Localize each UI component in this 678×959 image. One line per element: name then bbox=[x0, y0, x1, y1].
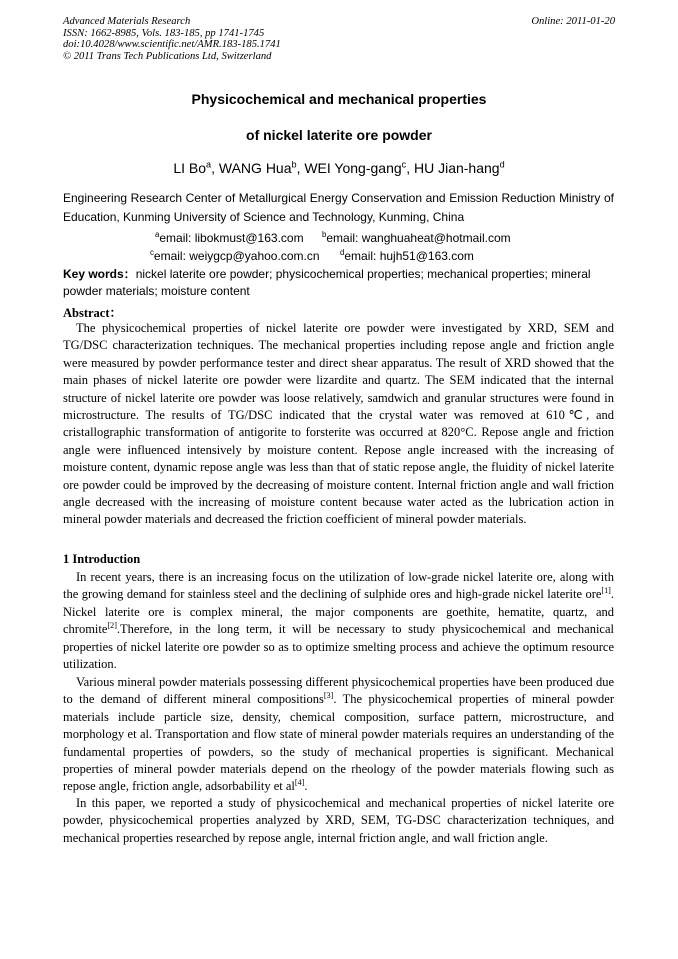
email-c: $^c$email: weiygcp@yahoo.com.cn bbox=[150, 248, 320, 263]
paper-title-line-1: Physicochemical and mechanical properties bbox=[191, 91, 487, 107]
citation-3: [3] bbox=[323, 691, 334, 701]
abstract-heading: Abstract： bbox=[63, 306, 123, 320]
author-3: WEI Yong-gang$^c$, bbox=[304, 159, 414, 176]
introduction-heading: 1 Introduction bbox=[63, 552, 141, 566]
doi-line: doi:10.4028/www.scientific.net/AMR.183-185.1741 bbox=[63, 39, 281, 51]
keywords-label: Key words： bbox=[63, 267, 136, 281]
paper-title-line-2: of nickel laterite ore powder bbox=[246, 127, 432, 143]
author-1: LI Bo$^a$, bbox=[173, 159, 219, 176]
citation-2: [2] bbox=[107, 621, 117, 631]
author-2: WANG Hua$^b$, bbox=[218, 159, 305, 176]
author-list bbox=[0, 160, 678, 176]
email-d: $^d$email: hujh51@163.com bbox=[340, 248, 474, 263]
intro-paragraph-1: In recent years, there is an increasing focus on the utilization of low-grade nickel laterite ore, along with the growing demand for stainless steel and the declining of sulphide ores and high-grade nickel laterite ore[1]. Nickel laterite ore is complex mineral, the major components are goethite, hematite, quartz, and chromite[2].Therefore, in the long term, it will be necessary to study physicochemical and mechanical properties of nickel laterite ore powder so as to optimize smelting process and achieve the optimum resource utilization. bbox=[63, 570, 614, 672]
affiliation: Engineering Research Center of Metallurgical Energy Conservation and Emission Reduction Ministry of Education, Kunming University of Science and Technology, Kunming, China bbox=[63, 191, 614, 224]
email-b: $^b$email: wanghuaheat@hotmail.com bbox=[322, 230, 511, 245]
author-4: HU Jian-hang$^d$ bbox=[413, 159, 505, 176]
copyright-line: © 2011 Trans Tech Publications Ltd, Switzerland bbox=[63, 50, 272, 62]
abstract-text: The physicochemical properties of nickel laterite ore powder were investigated by XRD, SEM and TG/DSC characterization techniques. The mechanical properties including repose angle and friction angle were measured by powder performance tester and direct shear apparatus. The result of XRD showed that the main phases of nickel laterite ore powder were lizardite and quartz. The SEM indicated that the internal structure of nickel laterite ore powder was loose relatively, samdwich and granular structures were found in microstructure. The results of TG/DSC indicated that the crystal water was removed at 610℃, and cristallographic transformation of antigorite to forsterite was occurred at 820°C. Repose angle and friction angle were influenced intensively by moisture content. Repose angle increased with the increasing of moisture content, dynamic repose angle was less than that of static repose angle, the fluidity of nickel laterite ore powder could be improved by the decreasing of moisture content. Internal friction angle and wall friction angle decreased with the increasing of moisture content because water acted as the lubrication action in mineral powder materials and decreased the friction coefficient of mineral powder materials. bbox=[63, 321, 614, 527]
journal-header bbox=[63, 16, 281, 62]
keywords-text: nickel laterite ore powder; physicochemical properties; mechanical properties; mineral powder materials; moisture content bbox=[63, 267, 591, 298]
citation-1: [1] bbox=[601, 586, 611, 596]
journal-name: Advanced Materials Research bbox=[63, 16, 191, 27]
intro-paragraph-3: In this paper, we reported a study of physicochemical and mechanical properties of nickel laterite ore powder, physicochemical properties analyzed by XRD, SEM, TG-DSC characterization techniques, and mechanical properties researched by repose angle, internal friction angle, and wall friction angle. bbox=[63, 796, 614, 845]
keywords bbox=[63, 266, 614, 300]
email-a: $^a$email: libokmust@163.com bbox=[155, 230, 304, 245]
issn-line: ISSN: 1662-8985, Vols. 183-185, pp 1741-1745 bbox=[63, 27, 265, 39]
online-date: Online: 2011-01-20 bbox=[531, 16, 615, 27]
citation-4: [4] bbox=[294, 778, 305, 788]
intro-paragraph-2: Various mineral powder materials possessing different physicochemical properties have been produced due to the demand of different mineral compositions[3]. The physicochemical properties of mineral powder materials include particle size, density, chemical composition, surface pattern, microstructure, and morphology et al. Transportation and flow state of mineral powder materials requires an understanding of the fundamental properties of powders, so the study of mechanical properties is significant. Mechanical properties of mineral powder materials depend on the rheology of the powder materials flowing such as repose angle, friction angle, adsorbability et al[4]. bbox=[63, 675, 614, 794]
